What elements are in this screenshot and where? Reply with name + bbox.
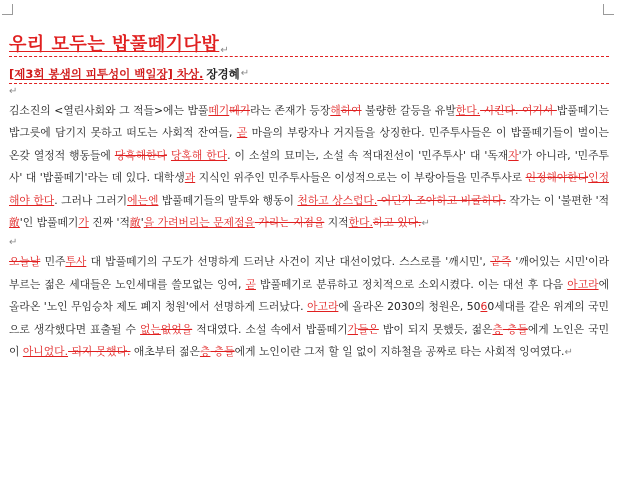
text-run: '가 아니라, '민주투사' 대 '밥풀떼기'라는 데 있다. 대학생 bbox=[9, 148, 609, 185]
deleted-text-run: 하여 bbox=[340, 104, 362, 117]
deleted-text-run: 가리는 지점을 bbox=[254, 216, 325, 230]
text-run: 밥풀떼기는 밥그릇에 담기지 못하고 떠도는 사회적 잔여들, bbox=[9, 104, 610, 140]
deleted-text-run: 당혹해한다 bbox=[114, 148, 167, 162]
text-run: 밥풀떼기로 분류하고 정치적으로 소외시켰다. 이는 대선 후 다음 bbox=[255, 277, 568, 291]
text-run: 진짜 '적 bbox=[88, 216, 130, 230]
inserted-text-run: 곧 bbox=[236, 126, 248, 140]
inserted-text-run: 敵 bbox=[129, 216, 141, 230]
text-run: 불량한 갈등을 유발 bbox=[361, 104, 456, 117]
paragraph-mark-icon: ↵ bbox=[421, 218, 430, 230]
text-run: 지식인 위주인 민주투사들은 이성적으로는 이 부랑아들을 민주투사로 bbox=[195, 171, 526, 185]
body-paragraph-1[interactable] bbox=[9, 100, 609, 235]
deleted-text-run: 층들 bbox=[210, 345, 235, 359]
text-run: 지적 bbox=[324, 216, 349, 230]
inserted-text-run: 한다. bbox=[348, 216, 373, 230]
inserted-text-run: 가 bbox=[78, 216, 89, 230]
text-run: 애초부터 젊은 bbox=[130, 345, 200, 359]
text-run: '깨어있는 시민'이라 부르는 젊은 세대들은 노인세대를 쓸모없는 잉여, bbox=[9, 255, 610, 291]
inserted-text-run: 해 bbox=[330, 104, 341, 117]
text-run: 작가는 이 '불편한 '적 bbox=[505, 193, 610, 207]
document-body[interactable] bbox=[9, 28, 609, 364]
inserted-text-run: 아니었다. bbox=[22, 345, 69, 359]
text-run: 에 올라온 2030의 청원은, 50 bbox=[338, 300, 481, 314]
paragraph-mark-icon: ↵ bbox=[240, 68, 250, 79]
text-run: 민주 bbox=[40, 255, 66, 269]
subtitle-inserted-text: [제3회 봉샘의 피투성이 백일장] 차상. bbox=[9, 66, 204, 81]
text-run: 밥풀떼기들의 말투와 행동이 bbox=[158, 193, 298, 207]
inserted-text-run: 6 bbox=[480, 300, 488, 314]
empty-paragraph[interactable] bbox=[9, 84, 609, 100]
page-corner-marker-right bbox=[603, 4, 614, 15]
text-run: . 이 소설의 묘미는, 소설 속 적대전선이 '민주투사' 대 '독재 bbox=[227, 148, 509, 162]
deleted-text-run: 들은 bbox=[357, 322, 379, 336]
inserted-text-run: 곧 bbox=[245, 277, 256, 291]
deleted-text-run: 되지 못했다. bbox=[68, 345, 131, 359]
text-run: 에게 노인은 국민이 bbox=[9, 322, 610, 359]
text-run: 대 밥풀떼기의 구도가 선명하게 드러난 사건이 지난 대선이었다. 스스로를 '깨시민', bbox=[86, 255, 491, 269]
body-paragraph-2[interactable] bbox=[9, 251, 609, 364]
text-run: '인 밥풀떼기 bbox=[19, 216, 79, 230]
title-line[interactable] bbox=[9, 28, 609, 57]
text-run: 적대였다. 소설 속에서 밥풀떼기 bbox=[192, 322, 348, 336]
deleted-text-run: 없었을 bbox=[160, 322, 193, 336]
author-name: 장경혜 bbox=[206, 66, 240, 81]
inserted-text-run: 가 bbox=[347, 322, 358, 336]
empty-paragraph[interactable] bbox=[9, 235, 609, 251]
paragraph-mark-icon: ↵ bbox=[9, 237, 18, 249]
inserted-text-run: 당혹해 한다 bbox=[170, 148, 228, 162]
inserted-text-run: 敵 bbox=[9, 216, 20, 230]
inserted-text-run: 층 bbox=[492, 322, 503, 336]
deleted-text-run: 시킨다. 여기서 bbox=[480, 104, 557, 117]
deleted-text-run: 인정해야한다 bbox=[525, 171, 589, 185]
inserted-text-run: 떼기 bbox=[208, 104, 230, 117]
deleted-text-run: 층들 bbox=[502, 322, 528, 336]
text-run: 에게 노인이란 그저 할 일 없이 지하철을 공짜로 타는 사회적 잉여였다. bbox=[234, 345, 565, 359]
inserted-text-run: 투사 bbox=[65, 255, 87, 269]
text-run: 라는 존재가 등장 bbox=[250, 104, 331, 117]
inserted-text-run: 아고라 bbox=[567, 277, 599, 291]
inserted-text-run: 아고라 bbox=[307, 300, 339, 314]
inserted-text-run: 자 bbox=[508, 148, 519, 162]
inserted-text-run: 을 가려버리는 문제점을 bbox=[143, 216, 255, 230]
deleted-text-run: 어딘가 조야하고 비굴하다. bbox=[377, 193, 506, 207]
inserted-text-run: 한다. bbox=[455, 104, 481, 117]
inserted-text-run: 에는엔 bbox=[127, 193, 159, 207]
text-run: 김소진의 <열린사회와 그 적들>에는 밥풀 bbox=[9, 104, 209, 117]
deleted-text-run: 오늘날 bbox=[9, 255, 41, 269]
text-run: 마을의 부랑자나 거지들을 상징한다. 민주투사들은 이 밥풀떼기들이 벌이는 온갖 열정적 행동들에 bbox=[9, 126, 609, 162]
deleted-text-run: 곧즉 bbox=[490, 255, 512, 269]
inserted-text-run: 인정해야 한다 bbox=[9, 171, 609, 207]
inserted-text-run: 과 bbox=[184, 171, 196, 185]
text-run: 0세대를 같은 위계의 국민으로 생각했다면 표출될 수 bbox=[9, 300, 609, 336]
text-run: . 그러나 그러기 bbox=[54, 193, 128, 207]
deleted-text-run: 떼기 bbox=[229, 104, 251, 117]
text-run: 밥이 되지 못했듯, 젊은 bbox=[378, 322, 493, 336]
subtitle-line[interactable] bbox=[9, 64, 609, 84]
inserted-text-run: 천하고 상스럽다. bbox=[297, 193, 378, 207]
paragraph-mark-icon: ↵ bbox=[564, 347, 573, 359]
text-run: 에 올라온 '노인 무임승차 제도 폐지 청원'에서 선명하게 드러났다. bbox=[9, 277, 609, 314]
deleted-text-run: 하고 있다. bbox=[372, 216, 422, 230]
page-corner-marker-left bbox=[2, 4, 13, 15]
paragraph-mark-icon: ↵ bbox=[9, 86, 18, 97]
inserted-text-run: 층 bbox=[199, 345, 211, 359]
paragraph-mark-icon: ↵ bbox=[220, 45, 229, 56]
document-title: 우리 모두는 밥풀떼기다밥 bbox=[9, 34, 220, 55]
text-run: ' bbox=[140, 216, 144, 230]
inserted-text-run: 없는 bbox=[140, 322, 161, 336]
